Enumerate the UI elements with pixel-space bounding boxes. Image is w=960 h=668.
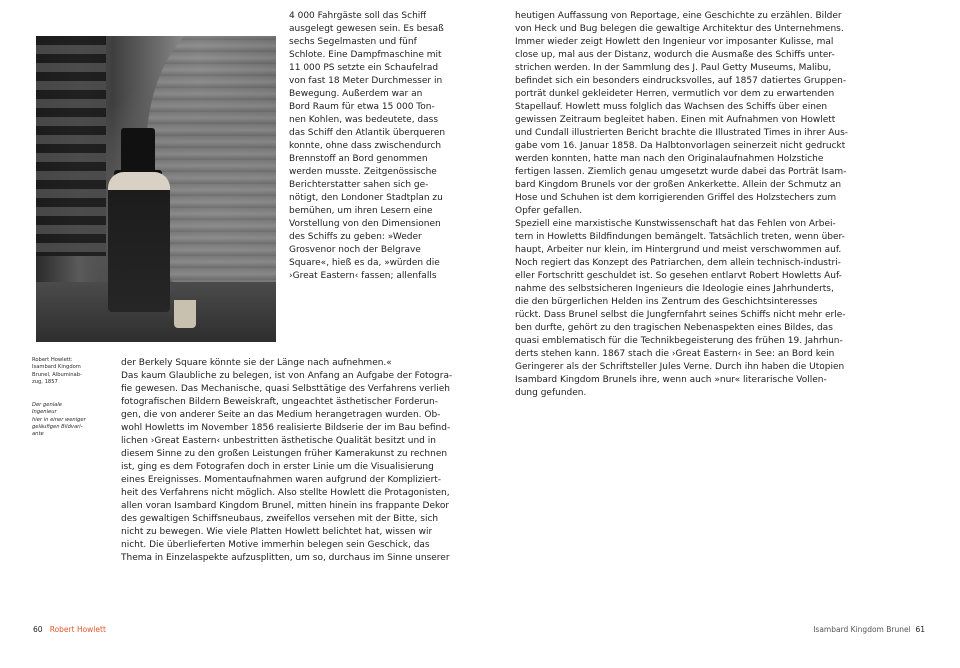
text-line: allen voran Isambard Kingdom Brunel, mitten hinein ins frappante Dekor <box>121 501 450 511</box>
text-line: Isambard Kingdom Brunels ihre, wenn auch »nur« literarische Vollen- <box>515 375 827 385</box>
text-line: ausgelegt gewesen sein. Es besaß <box>289 24 444 34</box>
text-line: tern in Howletts Bildfindungen bemängelt. Tatsächlich treten, wenn über- <box>515 232 845 242</box>
text-line: diesem Sinne zu den großen Leistungen früher Kamerakunst zu rechnen <box>121 449 448 459</box>
text-line: Vorstellung von den Dimensionen <box>289 219 441 229</box>
photo-top-hat <box>121 128 155 172</box>
text-line: konnte, ohne dass zwischendurch <box>289 141 442 151</box>
text-line: Brennstoff an Bord genommen <box>289 154 428 164</box>
text-line: ist, ging es dem Fotografen doch in erster Linie um die Visualisierung <box>121 462 434 472</box>
text-line: Opfer gefallen. <box>515 206 583 216</box>
text-line: von fast 18 Meter Durchmesser in <box>289 76 443 86</box>
text-line: eller Fortschritt geschuldet ist. So gesehen entlarvt Robert Howletts Auf- <box>515 271 842 281</box>
text-line: Noch regiert das Konzept des Patriarchen, dem allein technisch-industri- <box>515 258 841 268</box>
text-line: quasi emblematisch für die Technikbegeisterung des frühen 19. Jahrhun- <box>515 336 843 346</box>
text-line: gen, die von anderer Seite an das Medium herangetragen wurden. Ob- <box>121 410 441 420</box>
text-line: rückt. Dass Brunel selbst die Jungfernfahrt seines Schiffs nicht mehr erle- <box>515 310 846 320</box>
text-line: porträt dunkel gekleideter Herren, vermutlich vor dem zu erwartenden <box>515 89 835 99</box>
text-line: nahme des selbstsicheren Ingenieurs die Ideologie eines Jahrhunderts, <box>515 284 834 294</box>
text-line: der Berkely Square könnte sie der Länge nach aufnehmen.« <box>121 358 392 368</box>
text-line: heit des Verfahrens nicht möglich. Also stellte Howlett die Protagonisten, <box>121 488 450 498</box>
text-line: Square«, hieß es da, »würden die <box>289 258 440 268</box>
text-line: lichen ›Great Eastern‹ unbestritten ästhetische Qualität besitzt und in <box>121 436 436 446</box>
page-number-right: 61 <box>915 625 925 634</box>
text-line: nen Kohlen, was bedeutete, dass <box>289 115 439 125</box>
text-line: gewissen Zeitraum begleitet haben. Einen mit Aufnahmen von Howlett <box>515 115 836 125</box>
text-line: gabe vom 16. Januar 1858. Da Halbtonvorlagen seinerzeit nicht gedruckt <box>515 141 846 151</box>
photo-bucket <box>174 300 196 328</box>
text-line: heutigen Auffassung von Reportage, eine Geschichte zu erzählen. Bilder <box>515 11 842 21</box>
text-line: wohl Howletts im November 1856 realisierte Bildserie der im Bau befind- <box>121 423 451 433</box>
text-line: Grosvenor noch der Belgrave <box>289 245 421 255</box>
text-line: ben durfte, gehört zu den tragischen Nebenaspekten eines Bildes, das <box>515 323 833 333</box>
text-line: bard Kingdom Brunels vor der großen Ankerkette. Allein der Schmutz an <box>515 180 842 190</box>
text-line: Bord Raum für etwa 15 000 Ton- <box>289 102 435 112</box>
text-line: fie gewesen. Das Mechanische, quasi Selbsttätige des Verfahrens verlieh <box>121 384 450 394</box>
right-footer <box>813 625 925 635</box>
text-line: 11 000 PS setzte ein Schaufelrad <box>289 63 439 73</box>
running-title-right: Isambard Kingdom Brunel <box>813 625 911 634</box>
photo-caption-credit: Robert Howlett: Isambard Kingdom Brunel, Albuminab- zug, 1857 <box>32 357 82 385</box>
text-line: 4 000 Fahrgäste soll das Schiff <box>289 11 427 21</box>
page-number-left: 60 <box>33 625 43 634</box>
text-line: nicht. Die überlieferten Motive immerhin belegen sein Geschick, das <box>121 540 430 550</box>
text-line: sechs Segelmasten und fünf <box>289 37 417 47</box>
text-line: Stapellauf. Howlett muss folglich das Wachsen des Schiffs über einen <box>515 102 828 112</box>
text-line: Schlote. Eine Dampfmaschine mit <box>289 50 442 60</box>
text-line: ›Great Eastern‹ fassen; allenfalls <box>289 271 437 281</box>
text-line: close up, mal aus der Distanz, wodurch die Ausmaße des Schiffs unter- <box>515 50 835 60</box>
running-title-left: Robert Howlett <box>49 625 106 634</box>
text-line: das Schiff den Atlantik überqueren <box>289 128 446 138</box>
text-line: haupt, Arbeiter nur klein, im Hintergrund und meist verschwommen auf. <box>515 245 842 255</box>
photo-caption-note: Der geniale Ingenieur hier in einer weniger geläufigen Bildvari- ante <box>32 402 86 438</box>
text-line: die den bürgerlichen Helden ins Zentrum des Geschichtsinteresses <box>515 297 818 307</box>
photo-anchor-chains <box>36 36 106 256</box>
text-line: Geringerer als der Schriftsteller Jules Verne. Durch ihn haben die Utopien <box>515 362 845 372</box>
text-line: Bewegung. Außerdem war an <box>289 89 423 99</box>
text-line: dung gefunden. <box>515 388 587 398</box>
text-line: werden konnten, hatte man nach den Originalaufnahmen Holzstiche <box>515 154 824 164</box>
text-line: nötigt, den Londoner Stadtplan zu <box>289 193 443 203</box>
text-line: bemühen, um ihren Lesern eine <box>289 206 433 216</box>
text-line: und Cundall illustrierten Bericht brachte die Illustrated Times in ihrer Aus- <box>515 128 849 138</box>
brunel-photograph <box>36 36 276 342</box>
text-line: befindet sich ein besonders eindrucksvolles, auf 1857 datiertes Gruppen- <box>515 76 847 86</box>
text-line: werden musste. Zeitgenössische <box>289 167 437 177</box>
text-line: von Heck und Bug belegen die gewaltige Architektur des Unternehmens. <box>515 24 844 34</box>
text-line: strichen werden. In der Sammlung des J. Paul Getty Museums, Malibu, <box>515 63 832 73</box>
text-line: Speziell eine marxistische Kunstwissenschaft hat das Fehlen von Arbei- <box>515 219 836 229</box>
text-line: des Schiffs zu geben: »Weder <box>289 232 422 242</box>
text-line: Thema in Einzelaspekte aufzusplitten, um so, durchaus im Sinne unserer <box>121 553 450 563</box>
text-line: Berichterstatter sahen sich ge- <box>289 180 429 190</box>
text-line: Das kaum Glaubliche zu belegen, ist von Anfang an Aufgabe der Fotogra- <box>121 371 453 381</box>
text-line: eines Ereignisses. Momentaufnahmen waren aufgrund der Kompliziert- <box>121 475 442 485</box>
text-line: Immer wieder zeigt Howlett den Ingenieur vor imposanter Kulisse, mal <box>515 37 834 47</box>
text-line: fertigen lassen. Ziemlich genau umgesetzt wurde dabei das Porträt Isam- <box>515 167 847 177</box>
text-line: Hose und Schuhen ist dem korrigierenden Griffel des Holzstechers zum <box>515 193 837 203</box>
text-line: fotografischen Bildern Beweiskraft, ungeachtet ästhetischer Forderun- <box>121 397 439 407</box>
photo-figure <box>108 172 170 312</box>
text-line: derts stehen kann. 1867 stach die ›Great Eastern‹ in See: an Bord kein <box>515 349 835 359</box>
right-page <box>480 0 960 668</box>
text-line: nicht zu bewegen. Wie viele Platten Howlett belichtet hat, wissen wir <box>121 527 433 537</box>
text-line: des gewaltigen Schiffsneubaus, zweifellos versehen mit der Bitte, sich <box>121 514 439 524</box>
left-footer <box>33 625 106 635</box>
